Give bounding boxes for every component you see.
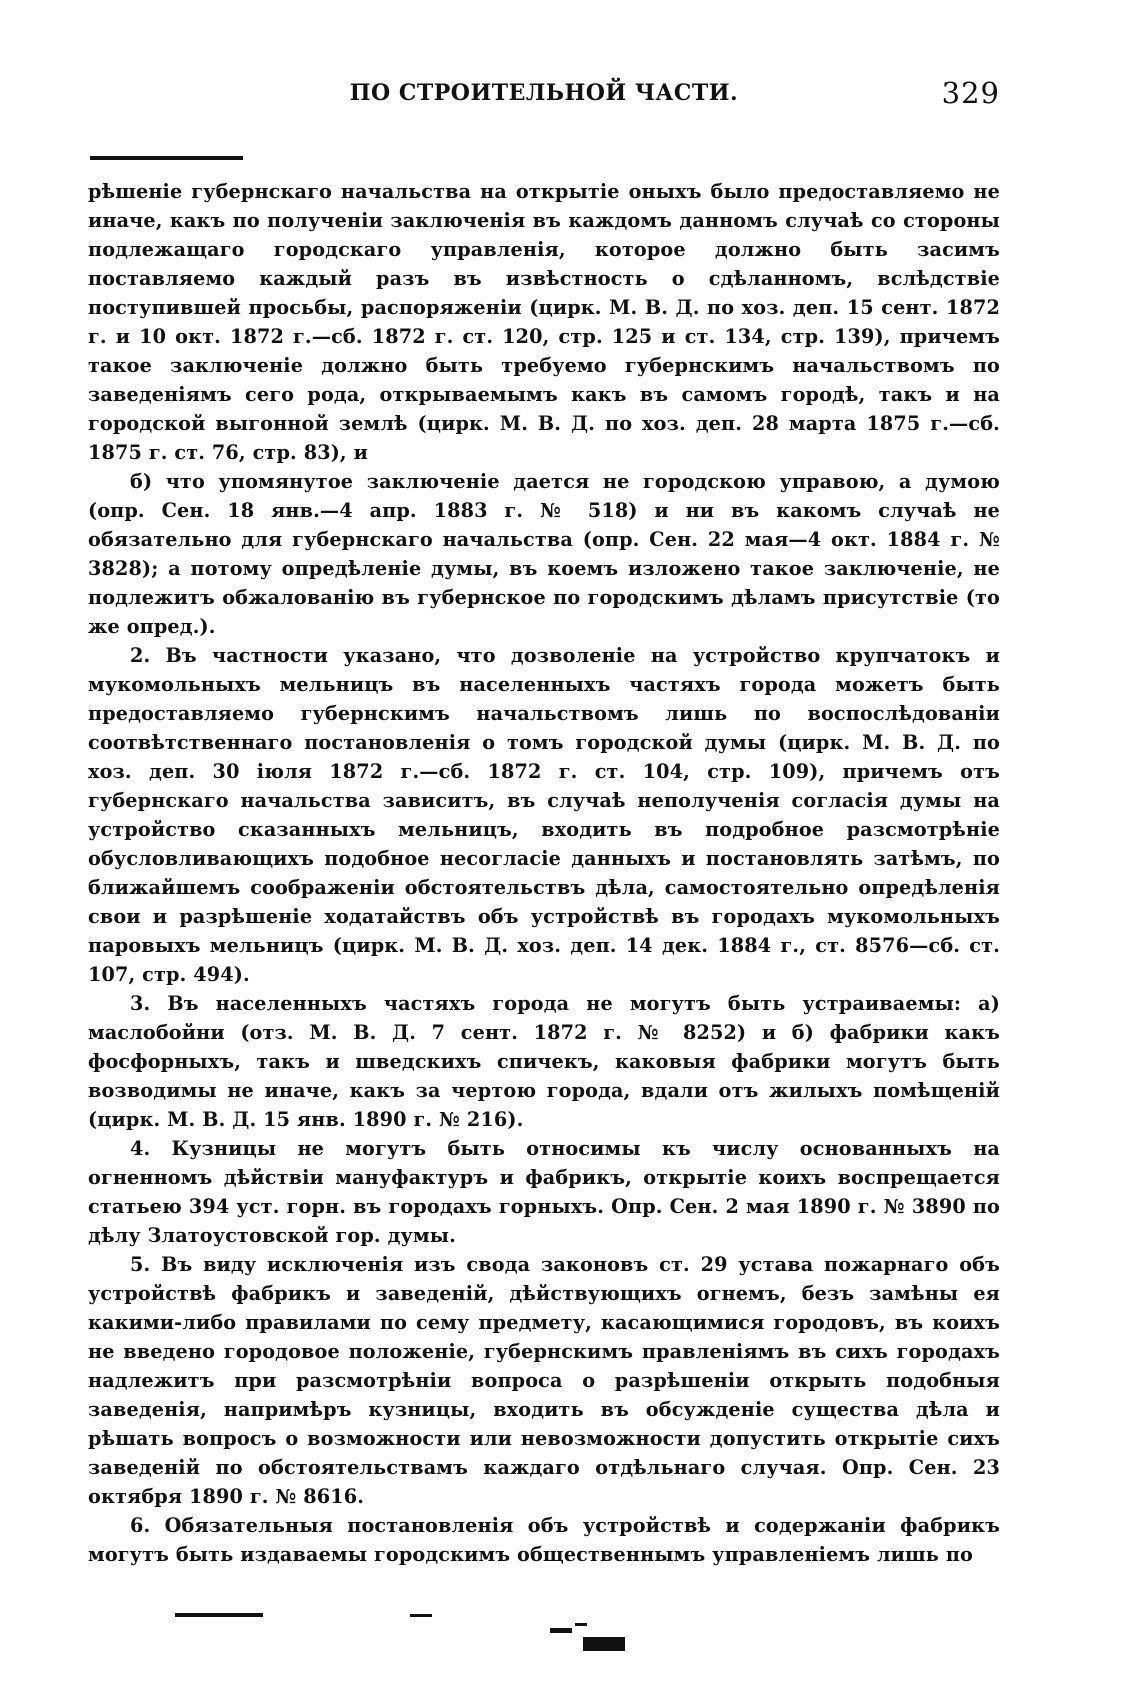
paragraph-continuation: рѣшеніе губернскаго начальства на открытіе оныхъ было предоставляемо не иначе, какъ по полученіи заключенія въ каждомъ данномъ случаѣ со стороны подлежащаго городскаго управленія, которое должно быть засимъ поставляемо каждый разъ въ извѣстность о сдѣланномъ, вслѣдствіе поступившей просьбы, распоряженіи (цирк. М. В. Д. по хоз. деп. 15 сент. 1872 г. и 10 окт. 1872 г.—сб. 1872 г. ст. 120, стр. 125 и ст. 134, стр. 139), причемъ такое заключеніе должно быть требуемо губернскимъ начальствомъ по заведеніямъ сего рода, открываемымъ какъ въ самомъ городѣ, такъ и на городской выгонной землѣ (цирк. М. В. Д. по хоз. деп. 28 марта 1875 г.—сб. 1875 г. ст. 76, стр. 83), и — [88, 180, 1000, 464]
scan-artifact-mark — [410, 1614, 432, 1617]
paragraph-item-3: 3. Въ населенныхъ частяхъ города не могутъ быть устраиваемы: а) маслобойни (отз. М. В. Д. 7 сент. 1872 г. № 8252) и б) фабрики какъ фосфорныхъ, такъ и шведскихъ спичекъ, каковыя фабрики могутъ быть возводимы не иначе, какъ за чертою города, вдали отъ жилыхъ помѣщеній (цирк. М. В. Д. 15 янв. 1890 г. № 216). — [88, 992, 1000, 1131]
page-header — [88, 76, 1000, 120]
header-rule — [90, 156, 243, 160]
scan-artifact-mark — [583, 1637, 625, 1651]
paragraph-clause-b: б) что упомянутое заключеніе дается не городскою управою, а думою (опр. Сен. 18 янв.—4 апр. 1883 г. № 518) и ни въ какомъ случаѣ не обязательно для губернскаго начальства (опр. Сен. 22 мая—4 окт. 1884 г. № 3828); а потому опредѣленіе думы, въ коемъ изложено такое заключеніе, не подлежитъ обжалованію въ губернское по городскимъ дѣламъ присутствіе (то же опред.). — [88, 470, 1000, 638]
running-head-title: ПО СТРОИТЕЛЬНОЙ ЧАСТИ. — [349, 80, 739, 106]
scan-artifact-mark — [575, 1623, 587, 1626]
scan-artifact-mark — [550, 1628, 572, 1633]
page-number: 329 — [941, 76, 1000, 110]
paragraph-item-5: 5. Въ виду исключенія изъ свода законовъ ст. 29 устава пожарнаго объ устройствѣ фабрикъ и заведеній, дѣйствующихъ огнемъ, безъ замѣны ея какими-либо правилами по сему предмету, касающимися городовъ, въ коихъ не введено городовое положеніе, губернскимъ правленіямъ въ сихъ городахъ надлежитъ при разсмотрѣніи вопроса о разрѣшеніи открыть подобныя заведенія, напримѣръ кузницы, входить въ обсужденіе существа дѣла и рѣшать вопросъ о возможности или невозможности допустить открытіе сихъ заведеній по обстоятельствамъ каждаго отдѣльнаго случая. Опр. Сен. 23 октября 1890 г. № 8616. — [88, 1253, 1000, 1508]
scan-artifact-mark — [175, 1613, 263, 1617]
paragraph-item-6: 6. Обязательныя постановленія объ устройствѣ и содержаніи фабрикъ могутъ быть издаваемы городскимъ общественнымъ управленіемъ лишь по — [88, 1514, 1000, 1566]
paragraph-item-2: 2. Въ частности указано, что дозволеніе на устройство крупчатокъ и мукомольныхъ мельницъ въ населенныхъ частяхъ города можетъ быть предоставляемо губернскимъ начальствомъ лишь по воспослѣдованіи соотвѣтственнаго постановленія о томъ городской думы (цирк. М. В. Д. по хоз. деп. 30 іюля 1872 г.—сб. 1872 г. ст. 104, стр. 109), причемъ отъ губернскаго начальства зависитъ, въ случаѣ неполученія согласія думы на устройство сказанныхъ мельницъ, входить въ подробное разсмотрѣніе обусловливающихъ подобное несогласіе данныхъ и постановлять затѣмъ, по ближайшемъ соображеніи обстоятельствъ дѣла, самостоятельно опредѣленія свои и разрѣшеніе ходатайствъ объ устройствѣ въ городахъ мукомольныхъ паровыхъ мельницъ (цирк. М. В. Д. хоз. деп. 14 дек. 1884 г., ст. 8576—сб. ст. 107, стр. 494). — [88, 644, 1000, 986]
paragraph-item-4: 4. Кузницы не могутъ быть относимы къ числу основанныхъ на огненномъ дѣйствіи мануфактуръ и фабрикъ, открытіе коихъ воспрещается статьею 394 уст. горн. въ городахъ горныхъ. Опр. Сен. 2 мая 1890 г. № 3890 по дѣлу Златоустовской гор. думы. — [88, 1137, 1000, 1247]
body-text — [88, 177, 1000, 1597]
